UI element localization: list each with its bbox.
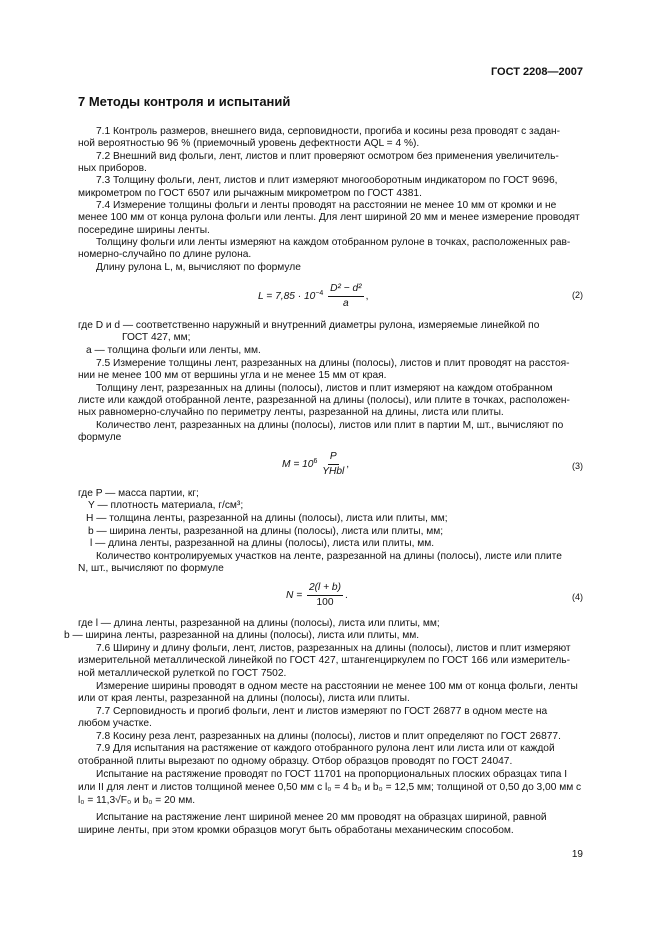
paragraph-line: Толщину лент, разрезанных на длины (полосы), листов и плит измеряют на каждом отобранном [96,383,553,394]
paragraph-line: ной вероятностью 96 % (приемочный уровень дефектности AQL = 4 %). [78,138,420,149]
formula-2-numerator: D² − d² [330,283,362,294]
paragraph-line: Количество лент, разрезанных на длины (полосы), листов или плит в партии M, шт., вычисляют по [96,420,564,431]
page-number: 19 [571,849,583,860]
paragraph-line: любом участке. [78,718,152,729]
where-line: где D и d — соответственно наружный и внутренний диаметры рулона, измеряемые линейкой по [78,320,540,331]
formula-4: N = $\frac{2(l + b)}{100}$ . [286,582,348,608]
document-code: ГОСТ 2208—2007 [490,66,583,78]
paragraph-line: нии не менее 100 мм от вершины угла и не менее 15 мм от края. [78,370,387,381]
paragraph-line: листе или каждой отобранной ленте, разрезанной на длины (полосы), или плите в точках, расположен- [78,395,570,406]
paragraph-line: Толщину фольги или ленты измеряют на каждом отобранном рулоне в точках, расположенных рав- [96,237,571,248]
equation-number-3: (3) [572,461,583,471]
paragraph-line: ных равномерно-случайно по периметру ленты, разрезанной на длины, листа или плиты. [78,407,504,418]
where-line: Y — плотность материала, г/см³; [88,500,244,511]
paragraph-line: Количество контролируемых участков на ленте, разрезанной на длины (полосы), листе или плите [96,551,562,562]
paragraph-line: 7.1 Контроль размеров, внешнего вида, серповидности, прогиба и косины реза проводят с задан- [96,126,561,137]
where-line: где P — масса партии, кг; [78,488,199,499]
paragraph-line: ширине ленты, при этом кромки образцов могут быть обработаны механическим способом. [78,825,514,836]
paragraph-line: формуле [78,432,122,443]
paragraph-line: измерительной металлической линейкой по ГОСТ 427, штангенциркулем по ГОСТ 166 или измеритель- [78,655,570,666]
paragraph-line: или II для лент и листов толщиной менее 0,50 мм с l₀ = 4 b₀ и b₀ = 12,5 мм; толщиной от 0,50 до 3,00 мм с [78,782,582,793]
paragraph-line: 7.8 Косину реза лент, разрезанных на длины (полосы), листов и плит определяют по ГОСТ 26877. [96,731,561,742]
equation-number-2: (2) [572,290,583,300]
paragraph-line: 7.3 Толщину фольги, лент, листов и плит измеряют многооборотным индикатором по ГОСТ 9696, [96,175,558,186]
formula-3-lhs: M = 10 [282,459,314,471]
formula-2-exponent: −4 [315,289,324,297]
formula-4-fraction [307,582,343,609]
where-line: b — ширина ленты, разрезанной на длины (полосы), листа или плиты, мм; [88,526,444,537]
where-line: a — толщина фольги или ленты, мм. [86,345,261,356]
where-line: l — длина ленты, разрезанной на длины (полосы), листа или плиты, мм. [90,538,435,549]
paragraph-line: Измерение ширины проводят в одном месте на расстоянии не менее 100 мм от конца фольги, ленты [96,681,578,692]
paragraph-line: отобранной плиты вырезают по одному образцу. Отбор образцов проводят по ГОСТ 24047. [78,756,513,767]
paragraph-line: 7.6 Ширину и длину фольги, лент, листов, разрезанных на длины (полосы), листов и плит измеряют [96,643,571,654]
formula-2-denominator: a [343,298,349,309]
paragraph-line: Длину рулона L, м, вычисляют по формуле [96,262,301,273]
paragraph-line: 7.4 Измерение толщины фольги и ленты проводят на расстоянии не менее 10 мм от кромки и не [96,200,557,211]
formula-2-fraction [328,283,363,310]
paragraph-line: Испытание на растяжение проводят по ГОСТ 11701 на пропорциональных плоских образцах типа I [96,769,568,780]
paragraph-line: Испытание на растяжение лент шириной менее 20 мм проводят на образцах шириной, равной [96,812,547,823]
paragraph-line: посередине ширины ленты. [78,225,210,236]
paragraph-line: N, шт., вычисляют по формуле [78,563,224,574]
paragraph-line: 7.7 Серповидность и прогиб фольги, лент и листов измеряют по ГОСТ 26877 в одном месте на [96,706,548,717]
formula-3-fraction [322,451,344,478]
where-line: b — ширина ленты, разрезанной на длины (полосы), листа или плиты, мм. [64,630,420,641]
formula-3-exponent: 6 [313,457,318,465]
formula-4-lhs: N = [286,590,303,602]
paragraph-line: ных приборов. [78,163,147,174]
formula-4-denominator: 100 [316,597,334,608]
paragraph-line: ной металлической рулеткой по ГОСТ 7502. [78,668,287,679]
where-line: где l — длина ленты, разрезанной на длины (полосы), листа или плиты, мм; [78,618,440,629]
where-line: H — толщина ленты, разрезанной на длины (полосы), листа или плиты, мм; [86,513,448,524]
paragraph-line: 7.2 Внешний вид фольги, лент, листов и плит проверяют осмотром без применения увеличитель- [96,151,559,162]
formula-3: $M = 10^6$ $\frac{P}{\text{YHbl}}$ , [282,451,350,477]
formula-3-denominator: YHbl [322,466,345,477]
paragraph-line: микрометром по ГОСТ 6507 или рычажным микрометром по ГОСТ 4381. [78,188,422,199]
paragraph-line: l₀ = 11,3√F₀ и b₀ = 20 мм. [78,795,196,806]
formula-3-numerator: P [329,451,337,462]
paragraph-line: 7.9 Для испытания на растяжение от каждого отобранного рулона лент или листа или от каждой [96,743,555,754]
paragraph-line: менее 100 мм от конца рулона фольги или ленты. Для лент шириной 20 мм и менее измерение проводят [78,212,580,223]
paragraph-line: или от края ленты, разрезанной на длины (полосы), листа или плиты. [78,693,410,704]
where-line: ГОСТ 427, мм; [122,332,191,343]
equation-number-4: (4) [572,592,583,602]
formula-4-numerator: 2(l + b) [308,582,341,593]
formula-2-lhs: L = 7,85 · 10 [258,291,316,303]
section-title: 7 Методы контроля и испытаний [78,94,291,109]
paragraph-line: 7.5 Измерение толщины лент, разрезанных на длины (полосы), листов и плит проводят на расстоя- [96,358,570,369]
formula-2: $L = 7,85 \cdot 10^{-4}$ $\frac{\text{D² − d²}}{a}$ , [258,283,369,309]
paragraph-line: номерно-случайно по длине рулона. [78,249,252,260]
